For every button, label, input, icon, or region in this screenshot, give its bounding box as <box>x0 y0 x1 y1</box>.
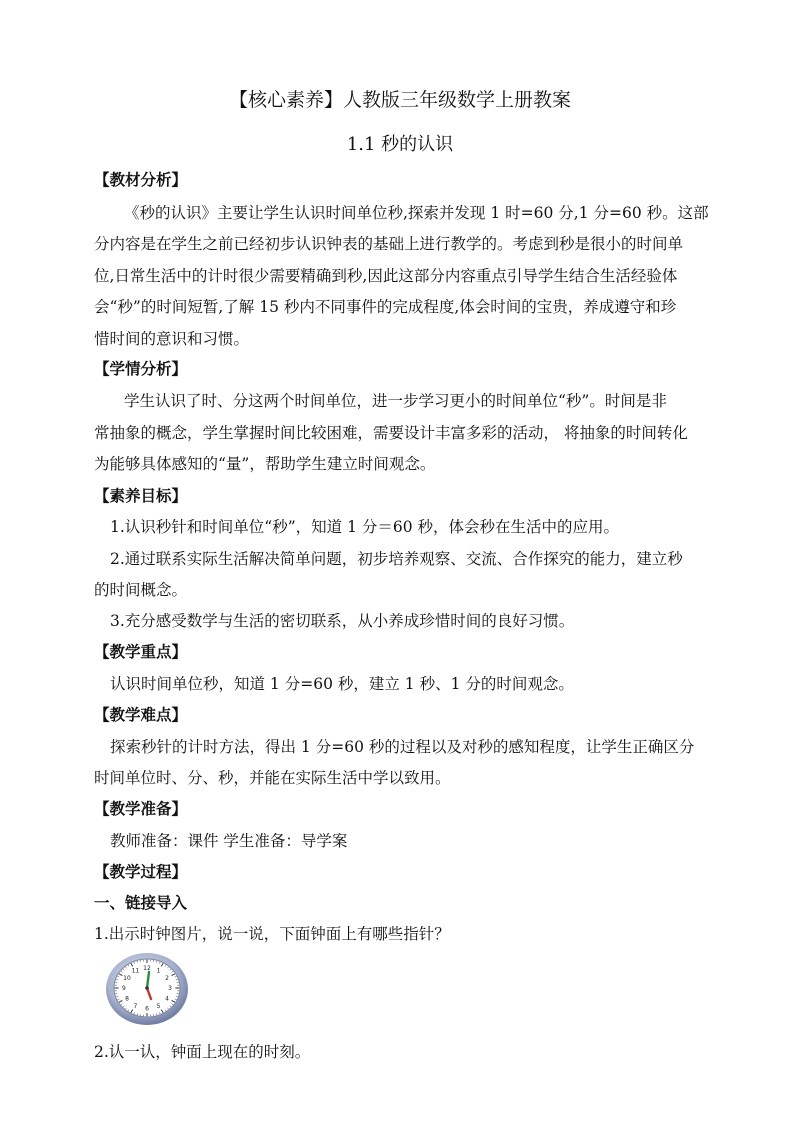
clock-number: 8 <box>125 995 129 1003</box>
heading-difficulties: 【教学难点】 <box>94 706 188 724</box>
goal-item: 1.认识秒针和时间单位“秒”，知道 1 分＝60 秒，体会秒在生活中的应用。 <box>110 518 620 536</box>
goal-item-continued: 的时间概念。 <box>94 581 188 599</box>
paragraph-line: 分内容是在学生之前已经初步认识钟表的基础上进行教学的。考虑到秒是很小的时间单 <box>94 235 684 253</box>
clock-number: 12 <box>143 964 151 972</box>
clock-number: 9 <box>121 985 126 993</box>
clock-center <box>145 986 149 990</box>
paragraph-line: 《秒的认识》主要让学生认识时间单位秒,探索并发现 1 时=60 分,1 分=60 秒。这部 <box>124 204 709 222</box>
paragraph-line: 认识时间单位秒，知道 1 分=60 秒，建立 1 秒、1 分的时间观念。 <box>110 675 574 693</box>
heading-goals: 【素养目标】 <box>94 487 188 505</box>
clock-number: 4 <box>165 995 169 1003</box>
paragraph-line: 常抽象的概念，学生掌握时间比较困难，需要设计丰富多彩的活动， 将抽象的时间转化 <box>94 424 688 442</box>
clock-number: 2 <box>165 975 169 983</box>
paragraph-line: 惜时间的意识和习惯。 <box>94 330 250 348</box>
subheading-intro: 一、链接导入 <box>94 894 188 912</box>
paragraph-line: 教师准备：课件 学生准备：导学案 <box>110 832 348 850</box>
goal-item: 3.充分感受数学与生活的密切联系，从小养成珍惜时间的良好习惯。 <box>110 612 575 630</box>
heading-key-points: 【教学重点】 <box>94 643 188 661</box>
paragraph-line: 时间单位时、分、秒，并能在实际生活中学以致用。 <box>94 769 451 787</box>
paragraph-line: 学生认识了时、分这两个时间单位，进一步学习更小的时间单位“秒”。时间是非 <box>124 392 667 410</box>
heading-textbook-analysis: 【教材分析】 <box>94 171 188 189</box>
process-step: 2.认一认，钟面上现在的时刻。 <box>94 1043 311 1061</box>
lesson-subtitle: 1.1 秒的认识 <box>346 134 454 155</box>
clock-number: 7 <box>133 1002 138 1010</box>
clock-number: 10 <box>123 975 131 983</box>
heading-preparation: 【教学准备】 <box>94 800 188 818</box>
clock-number: 11 <box>131 967 140 975</box>
clock-number: 3 <box>168 985 173 993</box>
clock-number: 5 <box>156 1002 161 1010</box>
paragraph-line: 位,日常生活中的计时很少需要精确到秒,因此这部分内容重点引导学生结合生活经验体 <box>94 267 678 285</box>
clock-number: 6 <box>145 1005 149 1013</box>
process-step: 1.出示时钟图片，说一说，下面钟面上有哪些指针？ <box>94 925 450 943</box>
clock-illustration <box>105 950 189 1026</box>
paragraph-line: 探索秒针的计时方法，得出 1 分=60 秒的过程以及对秒的感知程度，让学生正确区分 <box>110 738 695 756</box>
heading-process: 【教学过程】 <box>94 863 188 881</box>
goal-item: 2.通过联系实际生活解决简单问题，初步培养观察、交流、合作探究的能力，建立秒 <box>110 550 683 568</box>
document-title: 【核心素养】人教版三年级数学上册教案 <box>228 89 571 111</box>
heading-student-analysis: 【学情分析】 <box>94 360 188 378</box>
paragraph-line: 会“秒”的时间短暂,了解 15 秒内不同事件的完成程度,体会时间的宝贵，养成遵守和珍 <box>94 298 677 316</box>
paragraph-line: 为能够具体感知的“量”，帮助学生建立时间观念。 <box>94 455 436 473</box>
clock-number: 1 <box>156 967 161 975</box>
